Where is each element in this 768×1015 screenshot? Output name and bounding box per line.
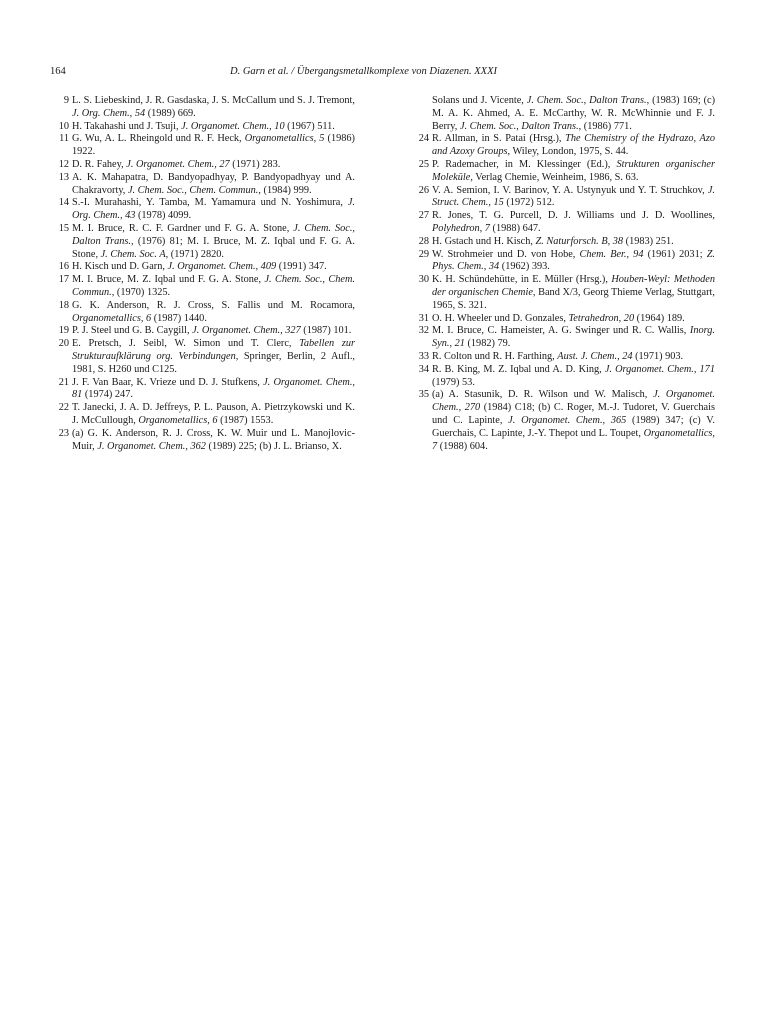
reference-text	[432, 159, 715, 183]
reference-source: J. Chem. Soc., Dalton Trans.	[526, 95, 647, 106]
reference-segment: , Wiley, London, 1975, S. 44.	[507, 146, 629, 158]
reference-segment: M. I. Bruce, R. C. F. Gardner und F. G. A. Stone,	[72, 222, 294, 234]
reference-number: 28	[418, 235, 429, 247]
reference-source: J. Org. Chem., 43	[72, 197, 355, 222]
reference-number: 33	[418, 350, 429, 362]
reference-segment: (1967) 511.	[284, 120, 335, 132]
reference-segment: L. S. Liebeskind, J. R. Gasdaska, J. S. McCallum und S. J. Tremont,	[72, 95, 355, 106]
reference-segment: , (1983) 169; (c) M. A. K. Ahmed, A. E. McCarthy, W. R. McWhinnie und F. J. Berry,	[432, 95, 716, 132]
reference-segment: , Verlag Chemie, Weinheim, 1986, S. 63.	[470, 171, 639, 183]
reference-segment: (1983) 251.	[623, 235, 674, 247]
reference-item	[55, 300, 355, 326]
reference-segment: E. Pretsch, J. Seibl, W. Simon und T. Clerc,	[72, 338, 300, 350]
reference-text	[72, 428, 355, 452]
reference-source: J. Organomet. Chem., 270	[432, 389, 715, 414]
reference-segment: H. Kisch und D. Garn,	[72, 261, 168, 273]
reference-item	[415, 325, 715, 351]
reference-segment: P. Rademacher, in M. Klessinger (Ed.),	[432, 158, 617, 170]
reference-segment: (1971) 903.	[632, 350, 684, 362]
reference-number: 30	[418, 274, 429, 286]
reference-text	[432, 325, 715, 349]
reference-item	[55, 95, 355, 121]
reference-text	[72, 261, 327, 272]
reference-number: 32	[418, 325, 429, 337]
reference-text	[72, 121, 335, 132]
reference-text	[432, 274, 715, 311]
reference-number: 21	[58, 376, 69, 388]
reference-number: 20	[58, 338, 69, 350]
reference-segment: (1987) 101.	[300, 325, 352, 337]
reference-item	[55, 223, 355, 261]
reference-segment: (1974) 247.	[82, 389, 133, 401]
reference-segment: (1987) 1440.	[151, 312, 207, 324]
running-head: D. Garn et al. / Übergangsmetallkomplexe von Diazenen. XXXI	[230, 66, 498, 77]
reference-segment: J. F. Van Baar, K. Vrieze und D. J. Stufkens,	[72, 376, 264, 388]
reference-item	[415, 159, 715, 185]
reference-item	[55, 197, 355, 223]
reference-source: Inorg. Syn., 21	[432, 325, 715, 350]
reference-number: 9	[63, 95, 69, 106]
reference-source: Z. Phys. Chem., 34	[432, 248, 716, 273]
reference-segment: O. H. Wheeler und D. Gonzales,	[432, 312, 569, 324]
reference-text	[432, 210, 715, 234]
reference-source: J. Organomet. Chem., 10	[181, 120, 285, 132]
page-header	[50, 64, 714, 80]
reference-item	[415, 364, 715, 390]
reference-text	[72, 133, 355, 157]
reference-segment: , (1976) 81; M. I. Bruce, M. Z. Iqbal und F. G. A. Stone,	[72, 235, 355, 260]
reference-segment: (1989) 669.	[145, 107, 196, 119]
reference-number: 24	[418, 133, 429, 145]
reference-segment: (a) A. Stasunik, D. R. Wilson und W. Malisch,	[432, 389, 654, 401]
reference-item	[55, 121, 355, 134]
reference-segment: R. Colton und R. H. Farthing,	[432, 350, 558, 362]
reference-segment: G. K. Anderson, R. J. Cross, S. Fallis und M. Rocamora,	[72, 299, 355, 311]
references-right-column	[415, 95, 715, 453]
reference-segment: , Springer, Berlin, 2 Aufl., 1981, S. H260 und C125.	[72, 350, 355, 375]
reference-item	[415, 313, 715, 326]
reference-item	[415, 236, 715, 249]
reference-source: J. Org. Chem., 54	[72, 107, 146, 119]
reference-segment: (1964) 189.	[634, 312, 685, 324]
reference-text	[72, 274, 355, 298]
reference-text	[432, 185, 715, 209]
reference-source: J. Organomet. Chem., 362	[97, 440, 206, 452]
reference-source: Polyhedron, 7	[432, 222, 490, 234]
reference-segment: H. Gstach und H. Kisch,	[432, 235, 536, 247]
reference-segment: H. Takahashi und J. Tsuji,	[72, 120, 182, 132]
reference-item	[415, 274, 715, 312]
reference-number: 13	[58, 171, 69, 183]
reference-number: 27	[418, 210, 429, 222]
reference-segment: M. I. Bruce, C. Hameister, A. G. Swinger und R. C. Wallis,	[432, 325, 690, 337]
reference-source: Tetrahedron, 20	[568, 312, 635, 324]
reference-number: 10	[58, 120, 69, 132]
reference-segment: T. Janecki, J. A. D. Jeffreys, P. L. Pauson, A. Pietrzykowski und K. J. McCullough,	[72, 402, 355, 426]
reference-segment: , Band X/3, Georg Thieme Verlag, Stuttgart, 1965, S. 321.	[432, 286, 715, 311]
reference-segment: (1971) 283.	[229, 158, 281, 170]
reference-number: 11	[59, 133, 69, 145]
reference-text	[432, 313, 685, 324]
reference-item	[55, 338, 355, 376]
reference-number: 14	[58, 197, 69, 209]
reference-number: 15	[58, 222, 69, 234]
reference-source: Chem. Ber., 94	[579, 248, 644, 260]
reference-number: 35	[418, 389, 429, 401]
reference-number: 31	[418, 312, 429, 324]
reference-source: The Chemistry of the Hydrazo, Azo and Azoxy Groups	[432, 133, 715, 158]
reference-number: 18	[58, 299, 69, 311]
reference-text	[432, 236, 674, 247]
reference-item	[415, 389, 715, 453]
reference-segment: , (1970) 1325.	[111, 286, 171, 298]
reference-item	[55, 159, 355, 172]
reference-segment: (1962) 393.	[499, 261, 550, 273]
reference-item	[415, 185, 715, 211]
reference-text	[432, 389, 715, 451]
reference-number: 23	[58, 427, 69, 439]
reference-segment: D. R. Fahey,	[72, 158, 127, 170]
reference-source: Strukturen organischer Moleküle	[432, 158, 715, 183]
reference-text	[432, 364, 715, 388]
reference-source: Organometallics, 5	[244, 133, 325, 145]
reference-item	[415, 351, 715, 364]
reference-segment: (1987) 1553.	[217, 414, 274, 426]
reference-source: J. Chem. Soc. A	[100, 248, 166, 260]
reference-text	[432, 95, 715, 132]
reference-segment: S.-I. Murahashi, Y. Tamba, M. Yamamura und N. Yoshimura,	[72, 197, 348, 209]
reference-number: 12	[58, 158, 69, 170]
reference-segment: , (1986) 771.	[578, 120, 632, 132]
reference-segment: (a) G. K. Anderson, R. J. Cross, K. W. Muir und L. Manojlovic-Muir,	[72, 427, 355, 452]
reference-segment: (1982) 79.	[464, 338, 511, 350]
reference-text	[72, 300, 355, 324]
reference-source: Organometallics, 7	[432, 427, 715, 452]
reference-number: 26	[418, 184, 429, 196]
reference-text	[72, 377, 355, 401]
reference-segment: R. B. King, M. Z. Iqbal und A. D. King,	[432, 363, 605, 375]
reference-number: 34	[418, 363, 429, 375]
reference-number: 19	[58, 325, 69, 337]
reference-item	[55, 428, 355, 454]
reference-segment: (1991) 347.	[276, 261, 327, 273]
reference-segment: V. A. Semion, I. V. Barinov, Y. A. Ustynyuk und Y. T. Struchkov,	[432, 184, 708, 196]
reference-text	[72, 223, 355, 260]
reference-source: Organometallics, 6	[72, 312, 152, 324]
reference-source: Tabellen zur Strukturaufklärung org. Verbindungen	[72, 338, 355, 362]
reference-segment: (1972) 512.	[503, 197, 555, 209]
reference-segment: (1989) 347; (c) V. Guerchais, C. Lapinte, J.-Y. Thepot und L. Toupet,	[432, 414, 715, 439]
reference-source: J. Organomet. Chem., 409	[167, 261, 277, 273]
reference-segment: (1988) 604.	[437, 440, 488, 452]
reference-segment: , (1984) 999.	[258, 184, 312, 196]
reference-segment: G. Wu, A. L. Rheingold und R. F. Heck,	[72, 133, 245, 145]
reference-source: J. Organomet. Chem., 327	[192, 325, 301, 337]
reference-segment: (1979) 53.	[432, 376, 475, 388]
reference-item	[415, 210, 715, 236]
reference-segment: , (1971) 2820.	[165, 248, 224, 260]
reference-source: J. Organomet. Chem., 365	[508, 414, 627, 426]
reference-source: J. Chem. Soc., Dalton Trans.	[459, 120, 579, 132]
reference-source: J. Struct. Chem., 15	[432, 184, 715, 209]
reference-text	[72, 159, 280, 170]
reference-item	[55, 402, 355, 428]
reference-segment: (1988) 647.	[489, 222, 541, 234]
reference-text	[432, 133, 715, 157]
reference-item	[55, 172, 355, 198]
reference-segment: (1961) 2031;	[643, 248, 707, 260]
reference-source: Organometallics, 6	[138, 414, 218, 426]
reference-item	[415, 95, 715, 133]
reference-text	[72, 172, 355, 196]
reference-source: Houben-Weyl: Methoden der organischen Chemie	[432, 274, 716, 298]
reference-segment: M. I. Bruce, M. Z. Iqbal und F. G. A. Stone,	[72, 274, 265, 286]
reference-text	[72, 95, 355, 119]
reference-segment: R. Jones, T. G. Purcell, D. J. Williams und J. D. Woollines,	[432, 210, 715, 222]
reference-segment: K. H. Schündehütte, in E. Müller (Hrsg.),	[432, 274, 612, 286]
reference-source: J. Chem. Soc., Dalton Trans.	[72, 222, 356, 247]
reference-segment: (1984) C18; (b) C. Roger, M.-J. Tudoret, V. Guerchais und C. Lapinte,	[432, 402, 715, 426]
reference-segment: (1989) 225; (b) J. L. Brianso, X.	[205, 440, 342, 452]
reference-segment: (1978) 4099.	[135, 210, 192, 222]
reference-item	[415, 133, 715, 159]
reference-source: J. Chem. Soc., Chem. Commun.	[127, 184, 259, 196]
reference-text	[72, 338, 355, 375]
reference-item	[55, 133, 355, 159]
reference-item	[55, 325, 355, 338]
reference-text	[432, 249, 715, 273]
reference-segment: A. K. Mahapatra, D. Bandyopadhyay, P. Bandyopadhyay und A. Chakravorty,	[72, 171, 355, 196]
reference-source: J. Chem. Soc., Chem. Commun.	[72, 274, 355, 298]
reference-source: J. Organomet. Chem., 81	[72, 376, 355, 401]
page-number: 164	[50, 66, 66, 77]
reference-text	[72, 402, 355, 426]
references-left-column	[55, 95, 355, 453]
reference-item	[55, 377, 355, 403]
reference-segment: Solans und J. Vicente,	[432, 95, 527, 106]
reference-segment: W. Strohmeier und D. von Hobe,	[432, 248, 580, 260]
reference-number: 25	[418, 158, 429, 170]
reference-segment: P. J. Steel und G. B. Caygill,	[72, 325, 193, 337]
reference-text	[72, 197, 355, 221]
reference-segment: R. Allman, in S. Patai (Hrsg.),	[432, 133, 566, 145]
reference-number: 16	[58, 261, 69, 273]
reference-number: 22	[58, 402, 69, 414]
reference-source: Aust. J. Chem., 24	[557, 350, 633, 362]
reference-number: 29	[418, 248, 429, 260]
reference-text	[72, 325, 351, 336]
reference-item	[55, 274, 355, 300]
reference-source: J. Organomet. Chem., 171	[604, 363, 715, 375]
reference-item	[415, 249, 715, 275]
reference-source: Z. Naturforsch. B, 38	[535, 235, 624, 247]
reference-segment: (1986) 1922.	[72, 133, 355, 158]
reference-text	[432, 351, 683, 362]
reference-number: 17	[58, 274, 69, 286]
reference-item	[55, 261, 355, 274]
reference-source: J. Organomet. Chem., 27	[126, 158, 230, 170]
